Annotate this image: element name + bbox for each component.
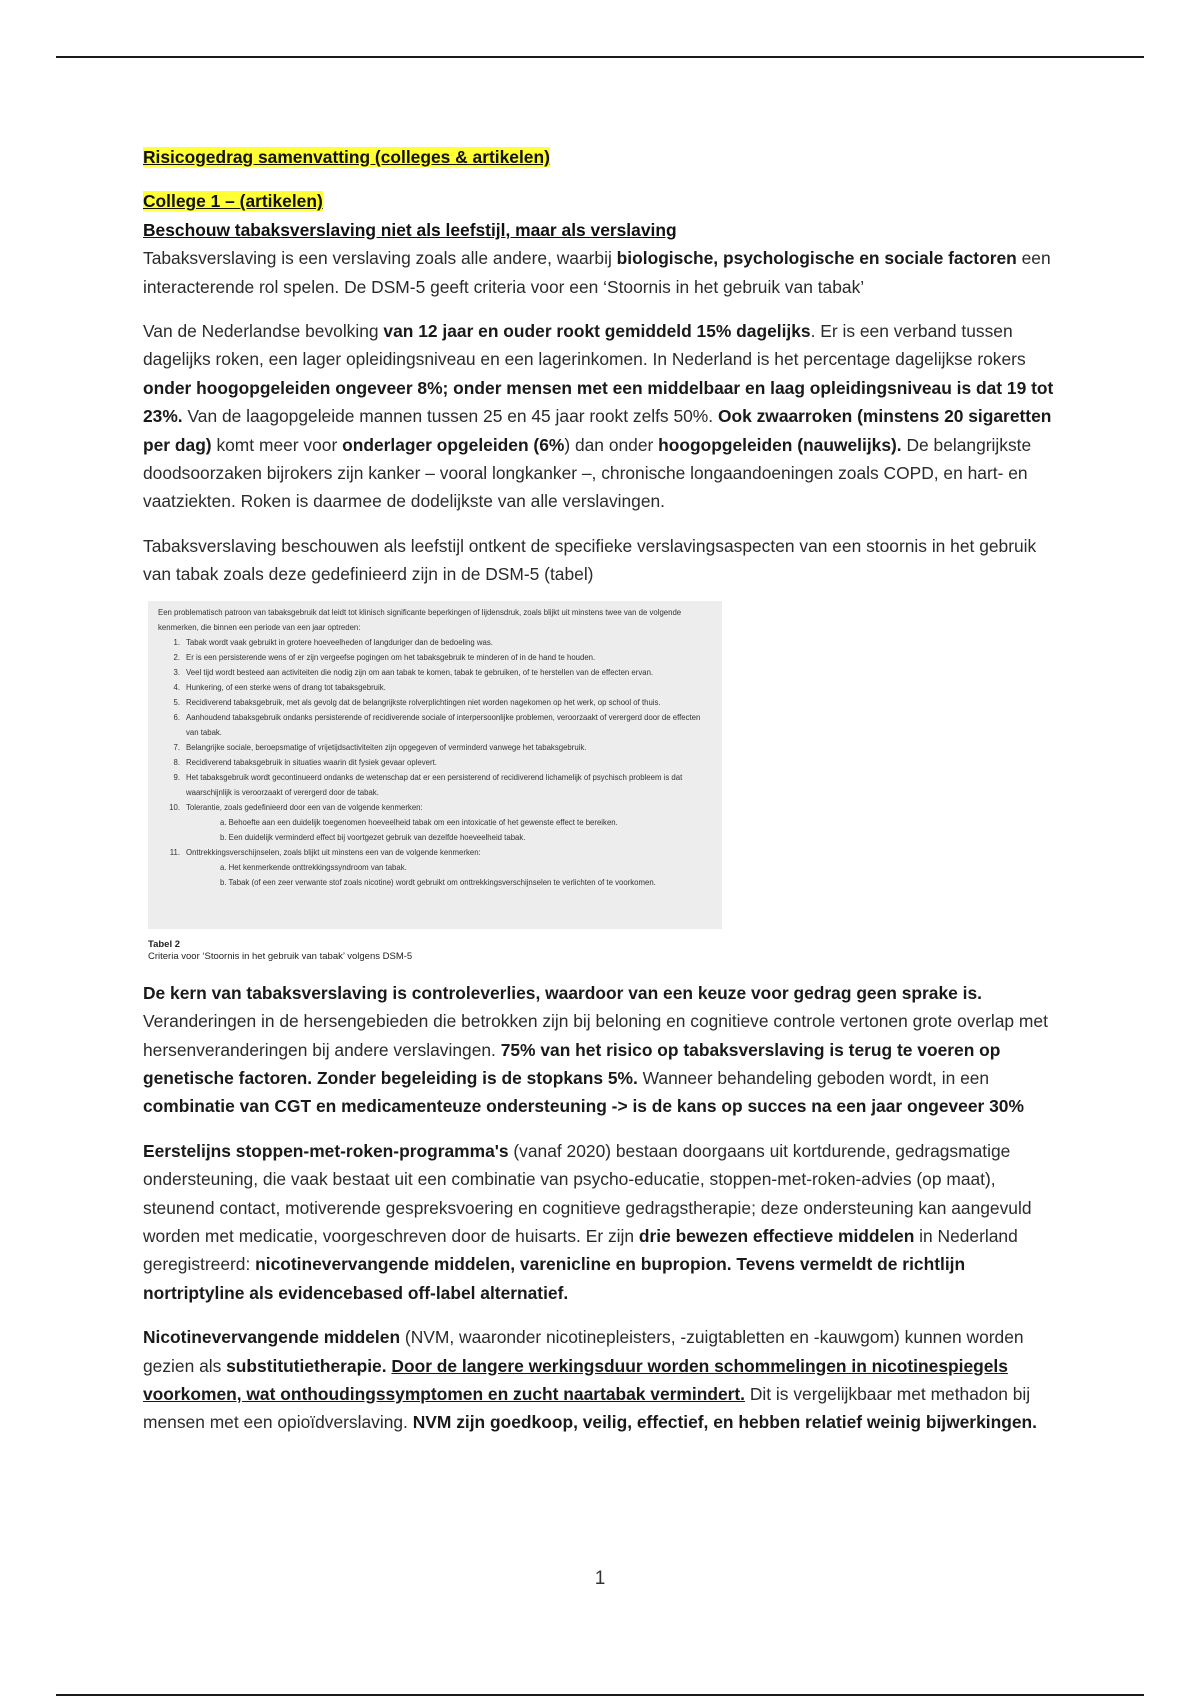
criterion-text: Onttrekkingsverschijnselen, zoals blijkt uit minstens een van de volgende kenmerken: — [186, 847, 481, 857]
table-intro: Een problematisch patroon van tabaksgebruik dat leidt tot klinisch significante beperkingen of lijdensdruk, zoals blijkt uit minstens twee van de volgende kenmerken, die binnen een periode van een jaar optreden: — [158, 607, 682, 632]
p4-text-2: Wanneer behandeling geboden wordt, in een — [637, 1067, 990, 1088]
criterion-text: Recidiverend tabaksgebruik, met als gevolg dat de belangrijkste rolverplichtingen niet worden nagekomen op het werk, op school of thuis. — [186, 697, 661, 707]
title-highlight: Risicogedrag samenvatting (colleges & artikelen) — [143, 147, 550, 167]
p5-text-1: (vanaf 2020) bestaan doorgaans uit kortdurende, gedragsmatige ondersteuning, die vaak bestaat uit een combinatie van psycho-educatie, stoppen-met-roken-advies (op maat), steunend contact, motiverende gespreksvoering en cognitieve gedragstherapie; deze ondersteuning kan aangevuld worden met medicatie, voorgeschreven door de huisarts. Er zijn — [143, 1140, 1032, 1246]
p2-bold-3: Ook zwaarroken (minstens 20 sigaretten per dag) — [143, 406, 1052, 455]
p1-text-2: een interacterende rol spelen. De DSM-5 geeft criteria voor een ‘Stoornis in het gebruik van tabak’ — [143, 248, 1051, 297]
p4-text-1: Veranderingen in de hersengebieden die betrokken zijn bij beloning en cognitieve controle vertonen grote overlap met hersenveranderingen bij andere verslavingen. — [143, 1011, 1048, 1060]
criterion-number: 8. — [173, 757, 180, 767]
article-heading: Beschouw tabaksverslaving niet als leefstijl, maar als verslaving — [143, 219, 677, 240]
college-heading — [143, 187, 1063, 215]
criterion-number: 4. — [173, 682, 180, 692]
top-rule — [56, 56, 1144, 58]
p6-bold-2: substitutietherapie. — [226, 1355, 387, 1376]
dsm5-criteria-table — [148, 601, 722, 929]
criterion-text: Er is een persisterende wens of er zijn vergeefse pogingen om het tabaksgebruik te minderen of in de hand te houden. — [186, 652, 596, 662]
table-row — [156, 755, 714, 770]
criterion-text: Tolerantie, zoals gedefinieerd door een van de volgende kenmerken: — [186, 802, 423, 812]
p5-bold-1: Eerstelijns stoppen-met-roken-programma's — [143, 1140, 509, 1161]
paragraph-1 — [143, 244, 1063, 301]
table-row — [156, 710, 714, 740]
p4-bold-2: 75% van het risico op tabaksverslaving is terug te voeren op genetische factoren. Zonder begeleiding is de stopkans 5%. — [143, 1039, 1001, 1088]
p2-bold-2: onder hoogopgeleiden ongeveer 8%; onder mensen met een middelbaar en laag opleidingsniveau is dat 19 tot 23%. — [143, 377, 1054, 427]
p5-bold-3: nicotinevervangende middelen, varenicline en bupropion. Tevens vermeldt de richtlijn nortriptyline als evidencebased off-label alternatief. — [143, 1254, 966, 1303]
criterion-number — [156, 830, 186, 845]
p6-bold-3: NVM zijn goedkoop, veilig, effectief, en hebben relatief weinig bijwerkingen. — [412, 1412, 1037, 1433]
table-row — [156, 845, 714, 860]
criterion-number — [156, 860, 186, 875]
criterion-number: 3. — [173, 667, 180, 677]
criterion-number: 2. — [173, 652, 180, 662]
p2-text-6: De belangrijkste doodsoorzaken bijrokers zijn kanker – vooral longkanker –, chronische longaandoeningen zoals COPD, en hart- en vaatziekten. Roken is daarmee de dodelijkste van alle verslavingen. — [143, 434, 1032, 512]
document-body — [143, 143, 1063, 1437]
p1-text-1: Tabaksverslaving is een verslaving zoals alle andere, waarbij — [143, 248, 617, 269]
criterion-text: Tabak wordt vaak gebruikt in grotere hoeveelheden of langduriger dan de bedoeling was. — [186, 637, 493, 647]
p2-bold-4: onderlager opgeleiden (6% — [342, 434, 565, 455]
p1-bold-1: biologische, psychologische en sociale factoren — [616, 248, 1017, 269]
table-row — [156, 680, 714, 695]
p4-bold-1: De kern van tabaksverslaving is controleverlies, waardoor van een keuze voor gedrag geen sprake is. — [143, 982, 982, 1003]
criterion-number: 11. — [169, 847, 180, 857]
document-title — [143, 143, 1063, 171]
criterion-text: Recidiverend tabaksgebruik in situaties waarin dit fysiek gevaar oplevert. — [186, 757, 437, 767]
paragraph-6 — [143, 1323, 1063, 1437]
table-row — [156, 635, 714, 650]
p2-bold-5: hoogopgeleiden (nauwelijks). — [658, 434, 902, 455]
table-row — [156, 860, 714, 875]
paragraph-3: Tabaksverslaving beschouwen als leefstijl ontkent de specifieke verslavingsaspecten van een stoornis in het gebruik van tabak zoals deze gedefinieerd zijn in de DSM-5 (tabel) — [143, 535, 1037, 585]
table-row — [156, 800, 714, 815]
p5-bold-2: drie bewezen effectieve middelen — [638, 1225, 915, 1246]
p4-bold-3: combinatie van CGT en medicamenteuze ondersteuning -> is de kans op succes na een jaar ongeveer 30% — [143, 1096, 1024, 1117]
criterion-number — [156, 815, 186, 830]
table-row — [156, 650, 714, 665]
p2-text-3: Van de laagopgeleide mannen tussen 25 en 45 jaar rookt zelfs 50%. — [182, 406, 718, 427]
table-rows — [156, 635, 714, 890]
caption-text: Criteria voor ‘Stoornis in het gebruik van tabak’ volgens DSM-5 — [148, 950, 413, 962]
criterion-text: a. Het kenmerkende onttrekkingssyndroom van tabak. — [220, 862, 407, 872]
criterion-number: 9. — [173, 772, 180, 782]
criterion-text: b. Tabak (of een zeer verwante stof zoals nicotine) wordt gebruikt om onttrekkingsverschijnselen te verlichten of te voorkomen. — [220, 877, 656, 887]
p6-bold-1: Nicotinevervangende middelen — [143, 1327, 401, 1348]
criterion-number: 10. — [169, 802, 180, 812]
criterion-text: Belangrijke sociale, beroepsmatige of vrijetijdsactiviteiten zijn opgegeven of verminderd vanwege het tabaksgebruik. — [186, 742, 587, 752]
criterion-number — [156, 875, 186, 890]
p6-text-3: Dit is vergelijkbaar met methadon bij mensen met een opioïdverslaving. — [143, 1383, 1031, 1433]
criterion-text: Hunkering, of een sterke wens of drang tot tabaksgebruik. — [186, 682, 386, 692]
criterion-text: Aanhoudend tabaksgebruik ondanks persisterende of recidiverende sociale of interpersoonlijke problemen, veroorzaakt of verergerd door de effecten van tabak. — [186, 712, 701, 737]
criterion-text: a. Behoefte aan een duidelijk toegenomen hoeveelheid tabak om een intoxicatie of het gewenste effect te bereiken. — [220, 817, 618, 827]
criterion-text: b. Een duidelijk verminderd effect bij voortgezet gebruik van dezelfde hoeveelheid tabak. — [220, 832, 526, 842]
page-number: 1 — [594, 1568, 606, 1589]
criterion-text: Het tabaksgebruik wordt gecontinueerd ondanks de wetenschap dat er een persisterend of recidiverend lichamelijk of psychisch probleem is dat waarschijnlijk is veroorzaakt of verergerd door de tabak. — [186, 772, 683, 797]
p2-bold-1: van 12 jaar en ouder rookt gemiddeld 15% dagelijks — [383, 321, 811, 342]
table-row — [156, 770, 714, 800]
table-row — [156, 830, 714, 845]
paragraph-4 — [143, 979, 1063, 1121]
p5-text-2: in Nederland geregistreerd: — [143, 1225, 1018, 1275]
college-highlight: College 1 – (artikelen) — [143, 191, 323, 212]
criterion-number: 7. — [173, 742, 180, 752]
table-row — [156, 815, 714, 830]
bottom-rule — [56, 1694, 1144, 1696]
table-row — [156, 740, 714, 755]
table-row — [156, 875, 714, 890]
p2-text-2: . Er is een verband tussen dagelijks roken, een lager opleidingsniveau en een lagerinkomen. In Nederland is het percentage dagelijkse rokers — [143, 321, 1026, 370]
table-caption — [148, 939, 1063, 963]
p2-text-1: Van de Nederlandse bevolking — [143, 321, 384, 342]
paragraph-5 — [143, 1137, 1063, 1307]
caption-title: Tabel 2 — [148, 938, 181, 950]
table-row — [156, 665, 714, 680]
p6-text-1: (NVM, waaronder nicotinepleisters, -zuigtabletten en -kauwgom) kunnen worden gezien als — [143, 1327, 1024, 1376]
criterion-number: 6. — [173, 712, 180, 722]
p6-underlined-text: Door de langere werkingsduur worden schommelingen in nicotinespiegels voorkomen, wat onthoudingssymptomen en zucht naartabak vermindert. — [143, 1355, 1008, 1404]
table-row — [156, 695, 714, 710]
paragraph-2 — [143, 317, 1063, 516]
criterion-number: 1. — [173, 637, 180, 647]
criterion-text: Veel tijd wordt besteed aan activiteiten die nodig zijn om aan tabak te komen, tabak te gebruiken, of te herstellen van de effecten ervan. — [186, 667, 654, 677]
p2-text-5: ) dan onder — [564, 434, 659, 455]
criterion-number: 5. — [173, 697, 180, 707]
p2-text-4: komt meer voor — [211, 434, 343, 455]
